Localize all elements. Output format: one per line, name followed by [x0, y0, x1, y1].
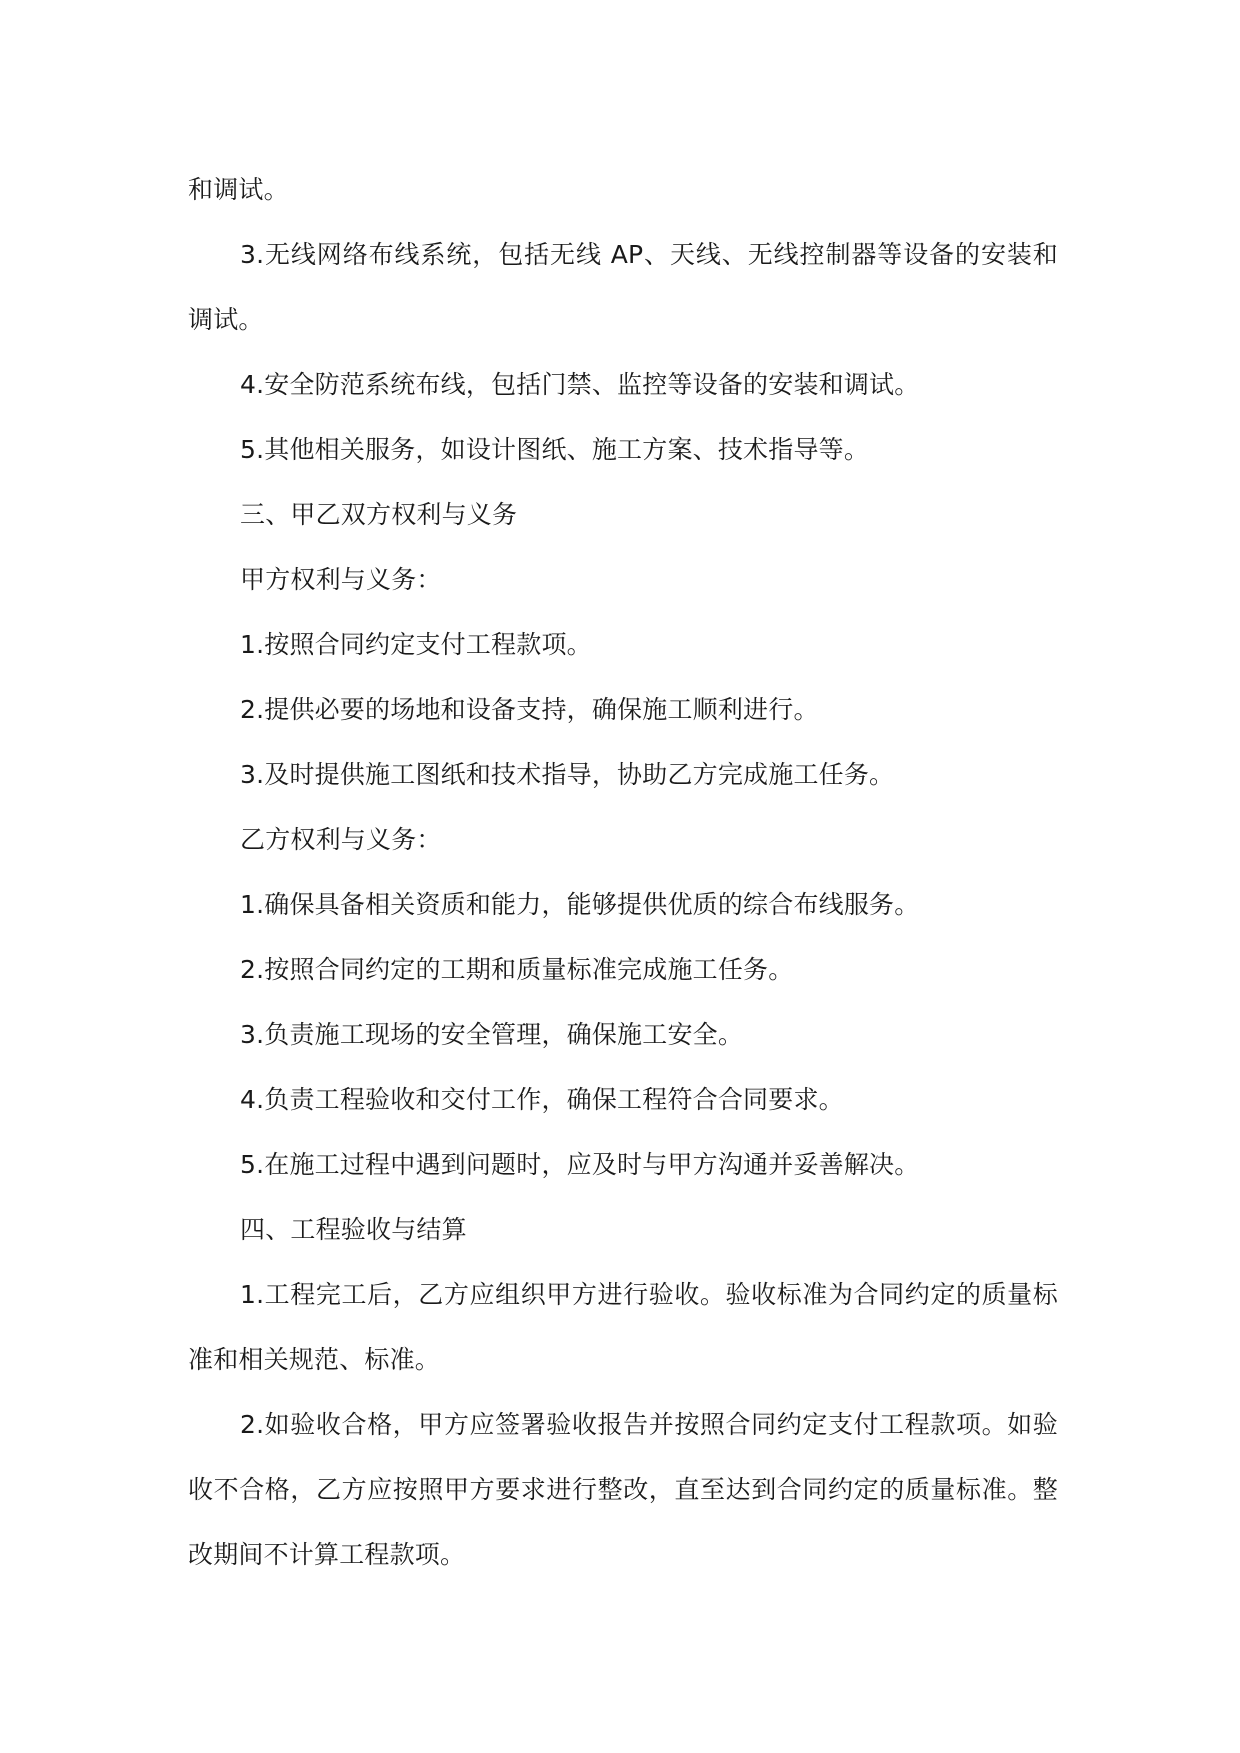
- party-b-item-5: 5.在施工过程中遇到问题时，应及时与甲方沟通并妥善解决。: [240, 1150, 920, 1179]
- party-a-item-3: 3.及时提供施工图纸和技术指导，协助乙方完成施工任务。: [240, 760, 895, 789]
- paragraph-continuation: 和调试。: [188, 175, 289, 204]
- party-a-item-2: 2.提供必要的场地和设备支持，确保施工顺利进行。: [240, 695, 819, 724]
- party-b-item-4: 4.负责工程验收和交付工作，确保工程符合合同要求。: [240, 1085, 844, 1114]
- party-b-item-2: 2.按照合同约定的工期和质量标准完成施工任务。: [240, 955, 794, 984]
- document-body: [188, 157, 1058, 1587]
- party-a-item-1: 1.按照合同约定支付工程款项。: [240, 630, 592, 659]
- subheading-party-a: 甲方权利与义务：: [240, 565, 442, 594]
- section-heading-acceptance-settlement: 四、工程验收与结算: [240, 1215, 467, 1244]
- party-b-item-3: 3.负责施工现场的安全管理，确保施工安全。: [240, 1020, 744, 1049]
- paragraph-wireless-network: 3.无线网络布线系统，包括无线 AP、天线、无线控制器等设备的安装和调试。: [188, 240, 1058, 334]
- party-b-item-1: 1.确保具备相关资质和能力，能够提供优质的综合布线服务。: [240, 890, 920, 919]
- acceptance-item-2: 2.如验收合格，甲方应签署验收报告并按照合同约定支付工程款项。如验收不合格，乙方应按照甲方要求进行整改，直至达到合同约定的质量标准。整改期间不计算工程款项。: [188, 1410, 1058, 1569]
- subheading-party-b: 乙方权利与义务：: [240, 825, 442, 854]
- section-heading-rights-obligations: 三、甲乙双方权利与义务: [240, 500, 518, 529]
- paragraph-other-services: 5.其他相关服务，如设计图纸、施工方案、技术指导等。: [240, 435, 870, 464]
- paragraph-security-system: 4.安全防范系统布线，包括门禁、监控等设备的安装和调试。: [240, 370, 920, 399]
- acceptance-item-1: 1.工程完工后，乙方应组织甲方进行验收。验收标准为合同约定的质量标准和相关规范、标准。: [188, 1280, 1058, 1374]
